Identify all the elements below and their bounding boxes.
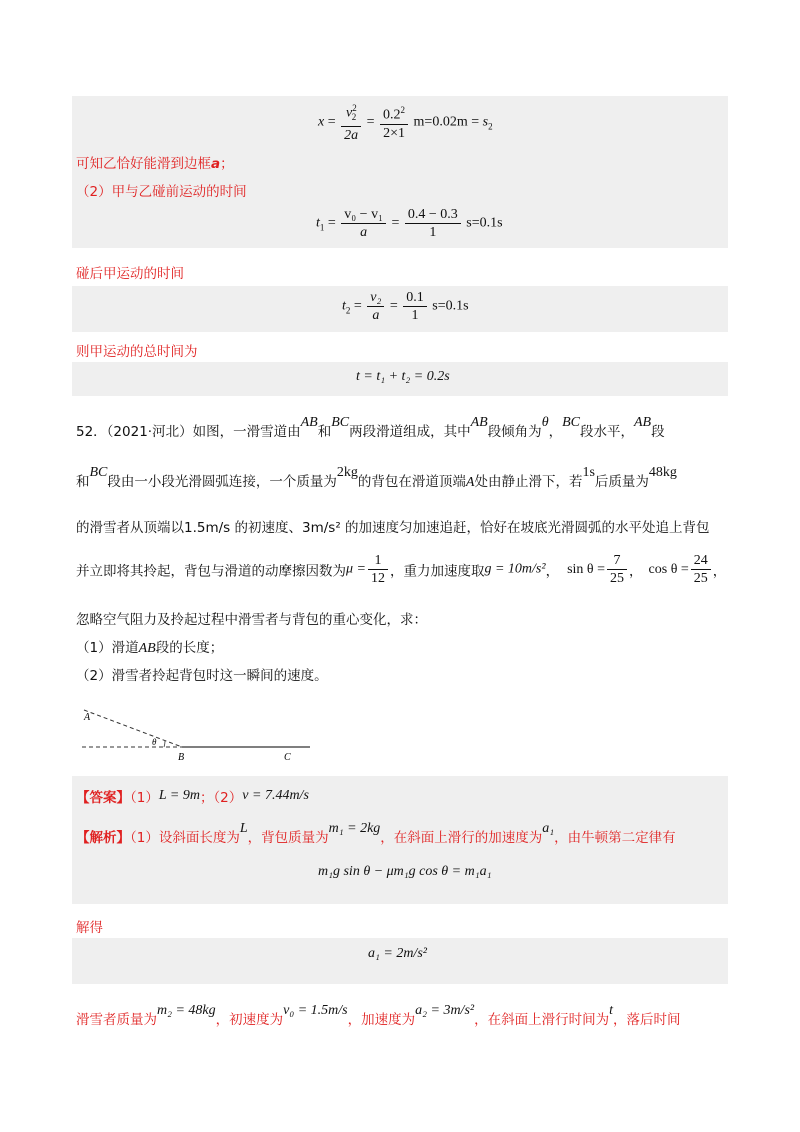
solve-label: 解得 — [76, 920, 103, 936]
problem-line-3: 的滑雪者从顶端以1.5m/s 的初速度、3m/s² 的加速度匀加速追赶，恰好在坡底光滑圆弧的水平处追上背包 — [76, 520, 710, 536]
equation-t1: $t_1$ = $\frac{\text{v₀ − v₁}}{a}$ = $\frac{0.4 - 0.3}{1}$ s=0.1s — [316, 207, 503, 240]
question-2: （2）滑雪者拎起背包时这一瞬间的速度。 — [76, 668, 328, 684]
equation-total-time: t = t₁ + t₂ = 0.2s — [356, 369, 450, 384]
equation-t2: $t_2$ = $\frac{\text{v₂}}{a}$ = $\frac{0.1}{1}$ s=0.1s — [342, 290, 469, 323]
total-time-label: 则甲运动的总时间为 — [76, 344, 198, 360]
label-theta: θ — [152, 737, 157, 747]
equation-a1: a₁ = 2m/s² — [368, 946, 427, 961]
label-C: C — [284, 752, 291, 763]
answer-line: 【答案】（1）L = 9m；（2）v = 7.44m/s — [76, 788, 309, 806]
after-collision-label: 碰后甲运动的时间 — [76, 266, 184, 282]
problem-line-1: 52．（2021·河北）如图，一滑雪道由AB和BC两段滑道组成，其中AB段倾角为θ，BC段水平，AB段 — [76, 415, 665, 440]
problem-line-4: 并立即将其拎起，背包与滑道的动摩擦因数为μ = $\frac{1}{12}$ ，重力加速度取g = 10m/s²， sin θ = $\frac{7}{25}$ ， cos θ = $\frac{24}{25}$ ， — [76, 553, 727, 586]
problem-line-5: 忽略空气阻力及拎起过程中滑雪者与背包的重心变化，求： — [76, 612, 427, 628]
equation-newton: m₁g sin θ − μm₁g cos θ = m₁a₁ — [318, 864, 492, 879]
conclusion-text: 可知乙恰好能滑到边框a； — [76, 156, 234, 172]
problem-line-2: 和BC段由一小段光滑圆弧连接，一个质量为2kg的背包在滑道顶端A处由静止滑下，若1s后质量为48kg — [76, 465, 677, 490]
equation-x: x = $\frac{v^2_2}{2a}$ = $\frac{0.2^2}{2\times 1}$ $m=0.02m = s_2$ — [318, 100, 493, 144]
slope-figure — [78, 700, 318, 770]
angle-arc — [164, 741, 165, 747]
part2-heading: （2）甲与乙碰前运动的时间 — [76, 184, 247, 200]
question-1: （1）滑道AB段的长度； — [76, 640, 224, 656]
slope-line — [84, 710, 182, 747]
label-A: A — [84, 712, 91, 723]
analysis-line: 【解析】（1）设斜面长度为L，背包质量为m₁ = 2kg，在斜面上滑行的加速度为a₁，由牛顿第二定律有 — [76, 821, 676, 846]
skier-line: 滑雪者质量为m₂ = 48kg，初速度为v₀ = 1.5m/s，加速度为a₂ = 3m/s²，在斜面上滑行时间为t，落后时间 — [76, 1003, 681, 1028]
label-B: B — [178, 752, 185, 763]
